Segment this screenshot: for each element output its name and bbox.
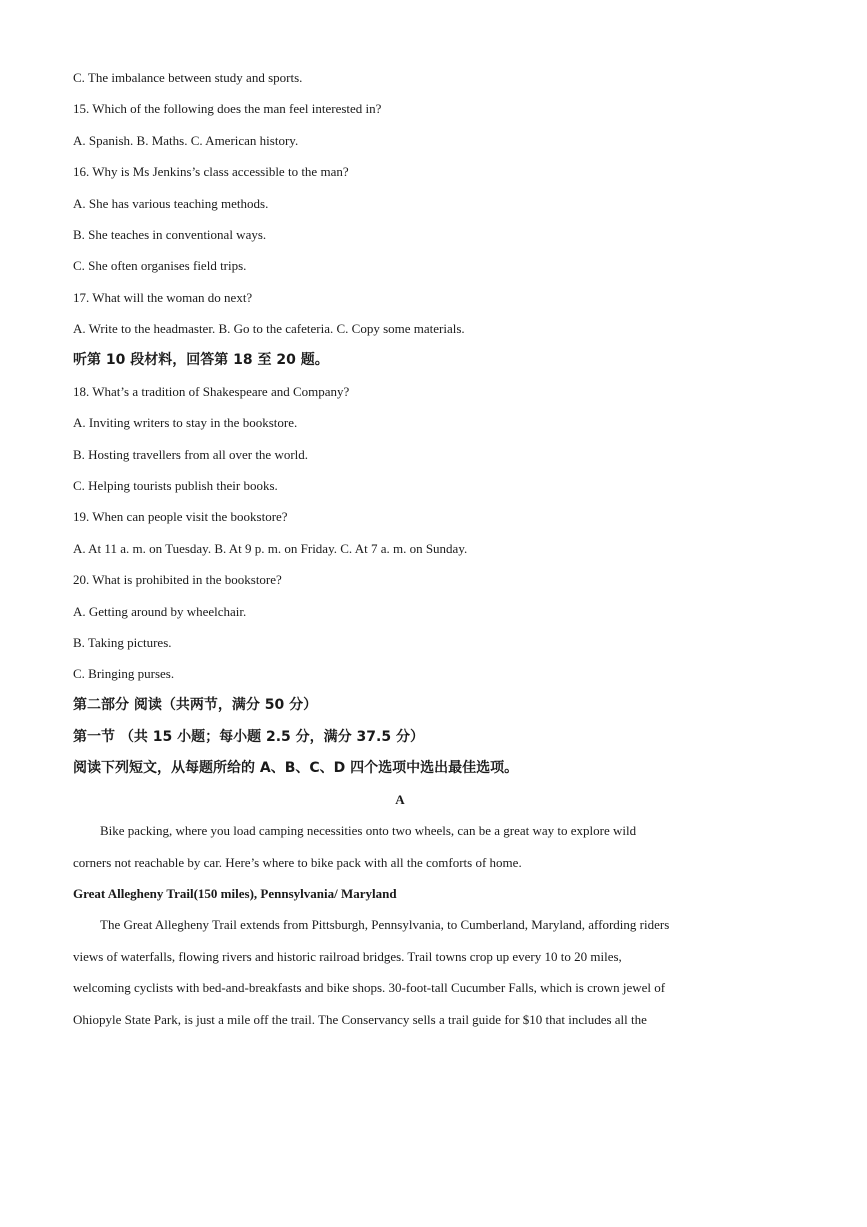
options-17: A. Write to the headmaster. B. Go to the cafeteria. C. Copy some materials. [73, 321, 465, 336]
passage-paragraph-2-line-4: Ohiopyle State Park, is just a mile off the trail. The Conservancy sells a trail guide for $10 that includes all the [73, 1012, 647, 1027]
passage-paragraph-2-line-3: welcoming cyclists with bed-and-breakfasts and bike shops. 30-foot-tall Cucumber Falls, which is crown jewel of [73, 980, 666, 995]
question-18: 18. What’s a tradition of Shakespeare and Company? [73, 384, 350, 399]
question-15: 15. Which of the following does the man feel interested in? [73, 101, 382, 116]
option-14c: C. The imbalance between study and sports. [73, 70, 303, 85]
question-17: 17. What will the woman do next? [73, 290, 253, 305]
question-16: 16. Why is Ms Jenkins’s class accessible to the man? [73, 164, 349, 179]
option-16a: A. She has various teaching methods. [73, 196, 269, 211]
reading-instruction: 阅读下列短文，从每题所给的 A、B、C、D 四个选项中选出最佳选项。 [73, 760, 519, 776]
option-16b: B. She teaches in conventional ways. [73, 227, 267, 242]
section-instruction-10: 听第 10 段材料，回答第 18 至 20 题。 [73, 352, 329, 368]
option-20b: B. Taking pictures. [73, 635, 172, 650]
passage-paragraph-2-line-2: views of waterfalls, flowing rivers and historic railroad bridges. Trail towns crop up every 10 to 20 miles, [73, 949, 622, 964]
passage-paragraph-2-line-1: The Great Allegheny Trail extends from Pittsburgh, Pennsylvania, to Cumberland, Maryland, affording riders [100, 917, 670, 932]
option-18c: C. Helping tourists publish their books. [73, 478, 278, 493]
option-16c: C. She often organises field trips. [73, 258, 247, 273]
option-20c: C. Bringing purses. [73, 666, 175, 681]
option-18a: A. Inviting writers to stay in the bookstore. [73, 415, 298, 430]
question-19: 19. When can people visit the bookstore? [73, 509, 288, 524]
options-15: A. Spanish. B. Maths. C. American history. [73, 133, 299, 148]
passage-letter: A [395, 792, 405, 807]
options-19: A. At 11 a. m. on Tuesday. B. At 9 p. m. on Friday. C. At 7 a. m. on Sunday. [73, 541, 468, 556]
passage-paragraph-1-line-1: Bike packing, where you load camping necessities onto two wheels, can be a great way to explore wild [100, 823, 637, 838]
option-20a: A. Getting around by wheelchair. [73, 604, 247, 619]
question-20: 20. What is prohibited in the bookstore? [73, 572, 282, 587]
option-18b: B. Hosting travellers from all over the world. [73, 447, 309, 462]
part-two-heading: 第二部分 阅读（共两节，满分 50 分） [73, 697, 318, 713]
passage-subheading: Great Allegheny Trail(150 miles), Pennsylvania/ Maryland [73, 886, 397, 901]
passage-paragraph-1-line-2: corners not reachable by car. Here’s where to bike pack with all the comforts of home. [73, 855, 522, 870]
section-one-heading: 第一节 （共 15 小题；每小题 2.5 分，满分 37.5 分） [73, 729, 424, 745]
